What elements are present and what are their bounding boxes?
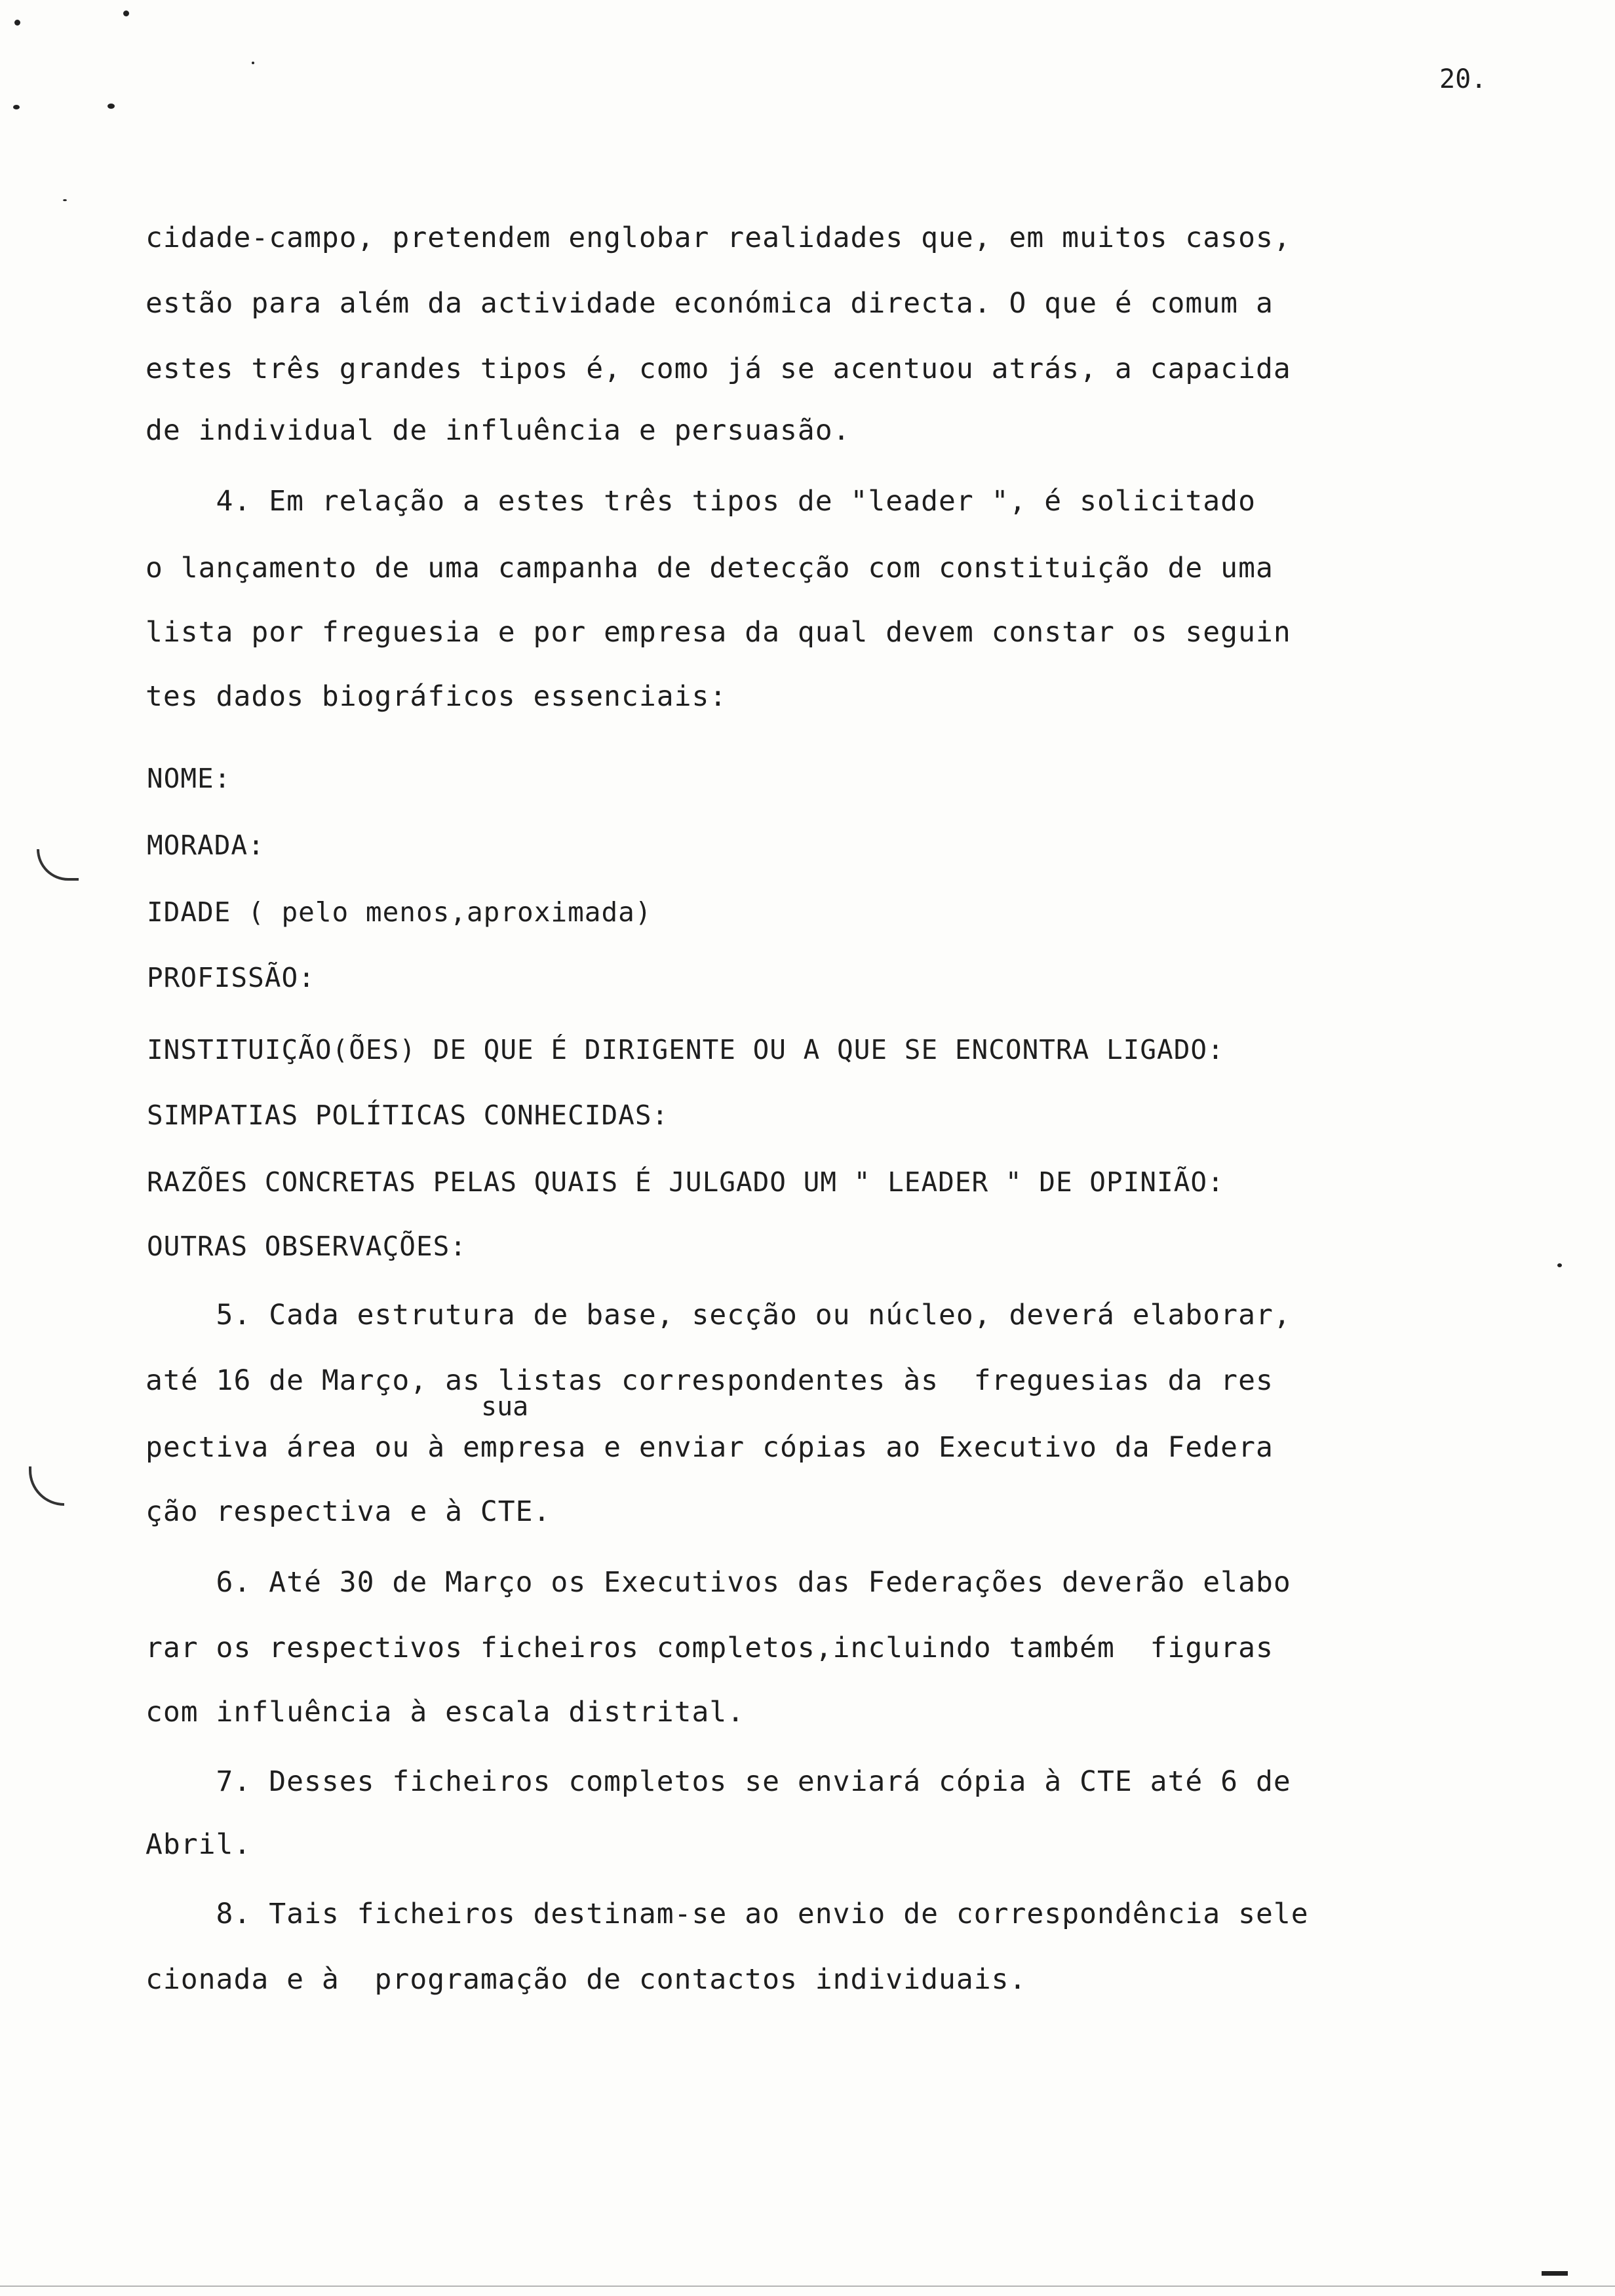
text-line: 7. Desses ficheiros completos se enviará cópia à CTE até 6 de: [146, 1765, 1291, 1798]
form-field-label: IDADE ( pelo menos,aproximada): [147, 896, 652, 928]
text-line: 5. Cada estrutura de base, secção ou núcleo, deverá elaborar,: [146, 1299, 1291, 1331]
bottom-scan-edge: [0, 2286, 1615, 2287]
text-line: estes três grandes tipos é, como já se acentuou atrás, a capacida: [146, 353, 1291, 385]
form-field-label: PROFISSÃO:: [147, 962, 315, 993]
text-line: o lançamento de uma campanha de detecção com constituição de uma: [146, 552, 1274, 584]
scan-speck: [107, 104, 115, 109]
text-line: cionada e à programação de contactos individuais.: [146, 1963, 1027, 1996]
form-field-label: SIMPATIAS POLÍTICAS CONHECIDAS:: [147, 1100, 669, 1131]
page-number: 20.: [1439, 64, 1487, 94]
text-line: estão para além da actividade económica directa. O que é comum a: [146, 287, 1274, 320]
scan-speck: [14, 20, 20, 26]
form-field-label: NOME:: [147, 763, 231, 794]
text-line: rar os respectivos ficheiros completos,incluindo também figuras: [146, 1632, 1274, 1664]
form-field-label: OUTRAS OBSERVAÇÕES:: [147, 1231, 467, 1262]
handwritten-insertion: sua: [481, 1392, 529, 1422]
margin-bracket-mark: [29, 1466, 64, 1506]
form-field-label: MORADA:: [147, 830, 265, 861]
text-line: ção respectiva e à CTE.: [146, 1495, 551, 1528]
text-line: pectiva área ou à empresa e enviar cópias ao Executivo da Federa: [146, 1431, 1274, 1464]
scan-speck: [13, 105, 20, 109]
form-field-label: RAZÕES CONCRETAS PELAS QUAIS É JULGADO UM " LEADER " DE OPINIÃO:: [147, 1166, 1224, 1198]
scan-speck: [1557, 1263, 1562, 1267]
scan-speck: [123, 10, 129, 16]
text-line: lista por freguesia e por empresa da qual devem constar os seguin: [146, 616, 1291, 649]
text-line: até 16 de Março, as listas correspondentes às freguesias da res: [146, 1364, 1274, 1397]
scan-speck: [252, 62, 254, 64]
text-line: 4. Em relação a estes três tipos de "leader ", é solicitado: [146, 485, 1256, 518]
text-line: 8. Tais ficheiros destinam-se ao envio de correspondência sele: [146, 1898, 1309, 1930]
text-line: tes dados biográficos essenciais:: [146, 680, 728, 713]
text-line: de individual de influência e persuasão.: [146, 414, 851, 447]
text-line: Abril.: [146, 1828, 252, 1861]
text-line: cidade-campo, pretendem englobar realidades que, em muitos casos,: [146, 221, 1291, 254]
form-field-label: INSTITUIÇÃO(ÕES) DE QUE É DIRIGENTE OU A QUE SE ENCONTRA LIGADO:: [147, 1034, 1224, 1065]
text-line: com influência à escala distrital.: [146, 1696, 745, 1729]
text-line: 6. Até 30 de Março os Executivos das Federações deverão elabo: [146, 1566, 1291, 1599]
margin-bracket-mark: [37, 849, 79, 881]
scan-speck: [63, 199, 67, 201]
corner-mark: [1542, 2271, 1568, 2276]
